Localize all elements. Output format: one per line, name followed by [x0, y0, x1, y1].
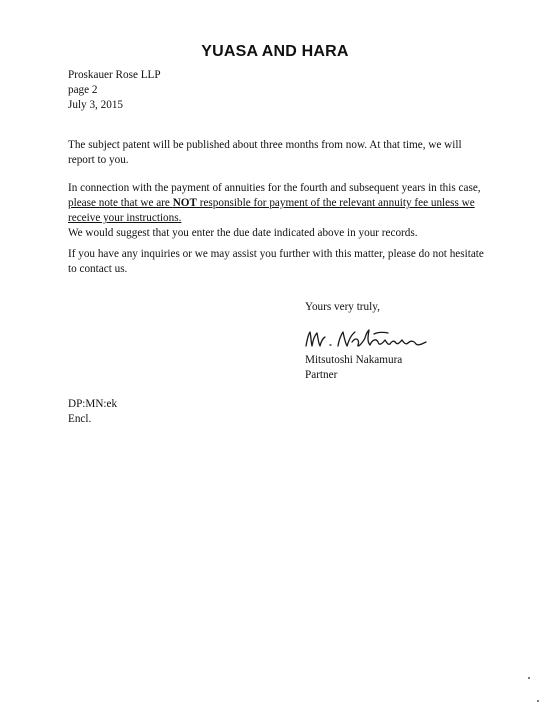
paragraph-line: to contact us.	[68, 263, 128, 275]
recipient-block	[68, 68, 161, 113]
underlined-notice	[68, 196, 488, 211]
scan-speck	[537, 700, 539, 702]
reference-initials: DP:MN:ek	[68, 398, 118, 410]
enclosure-note: Encl.	[68, 413, 92, 425]
notice-emphasis: NOT	[172, 197, 197, 209]
underlined-notice: receive your instructions.	[68, 212, 182, 224]
signer-block	[305, 353, 402, 383]
handwritten-signature	[300, 320, 440, 356]
paragraph-publication	[68, 138, 478, 168]
recipient-name: Proskauer Rose LLP	[68, 69, 161, 81]
signer-title: Partner	[305, 369, 338, 381]
paragraph-line: If you have any inquiries or we may assist you further with this matter, please do not hesitate	[68, 248, 484, 260]
paragraph-annuities	[68, 181, 488, 241]
paragraph-line: We would suggest that you enter the due date indicated above in your records.	[68, 227, 418, 239]
footer-block	[68, 397, 117, 427]
signer-name: Mitsutoshi Nakamura	[305, 354, 403, 366]
letter-date: July 3, 2015	[68, 99, 124, 111]
paragraph-line: The subject patent will be published about three months from now. At that time, we will	[68, 139, 462, 151]
scan-speck	[528, 677, 530, 679]
notice-text: please note that we are	[68, 197, 173, 209]
notice-text: responsible for payment of the relevant annuity fee unless we	[196, 197, 475, 209]
paragraph-line: report to you.	[68, 154, 129, 166]
letterhead-firm-name: YUASA AND HARA	[201, 43, 349, 60]
page-number: page 2	[68, 84, 98, 96]
valediction: Yours very truly,	[305, 301, 380, 313]
paragraph-inquiries	[68, 247, 488, 277]
paragraph-line: In connection with the payment of annuities for the fourth and subsequent years in this case,	[68, 182, 481, 194]
